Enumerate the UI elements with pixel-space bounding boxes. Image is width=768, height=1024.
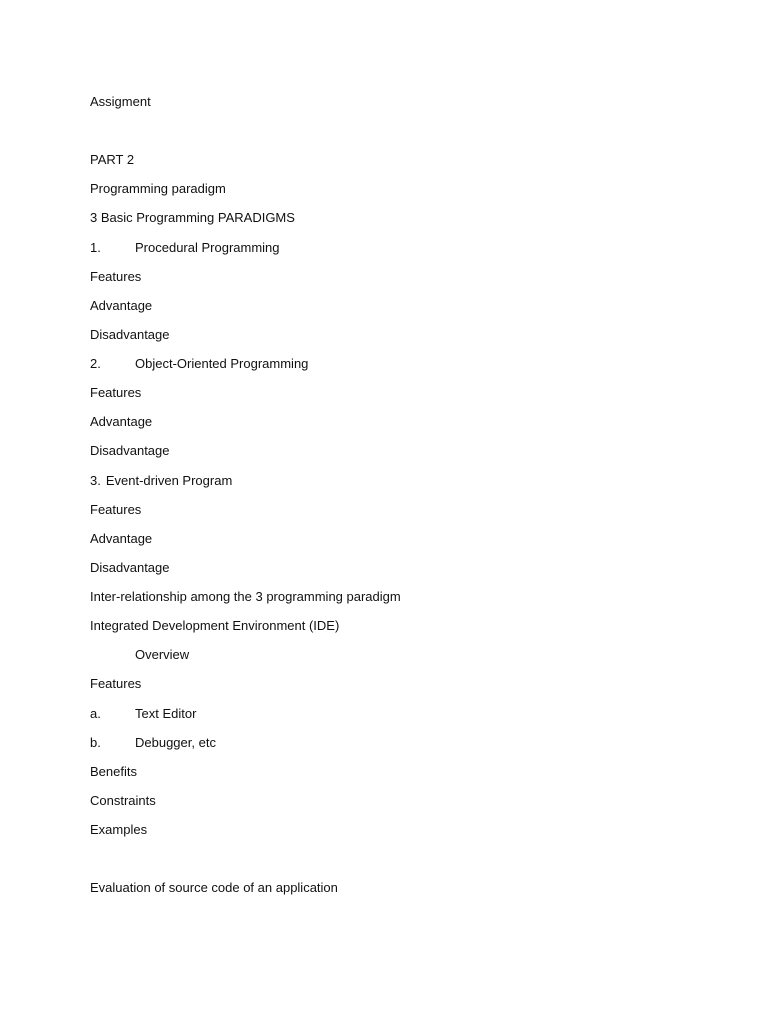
document-title: Assigment [90, 94, 151, 109]
paradigm-3-heading [90, 473, 232, 489]
paradigm-2-disadvantage: Disadvantage [90, 443, 170, 458]
paradigm-3-name: Event-driven Program [105, 473, 233, 488]
ide-feature-a-letter: a. [90, 706, 101, 721]
ide-feature-b-letter: b. [90, 735, 101, 750]
ide-overview: Overview [135, 647, 190, 662]
paradigm-3-disadvantage: Disadvantage [90, 560, 170, 575]
ide-benefits: Benefits [90, 764, 137, 779]
paradigm-3-features: Features [90, 502, 142, 517]
paradigm-1-heading [90, 240, 280, 256]
section-heading: Programming paradigm [90, 181, 226, 196]
ide-heading: Integrated Development Environment (IDE) [90, 618, 340, 633]
paradigm-1-advantage: Advantage [90, 298, 153, 313]
ide-features-label: Features [90, 676, 142, 691]
paradigm-1-features: Features [90, 269, 142, 284]
paradigm-3-advantage: Advantage [90, 531, 153, 546]
paradigm-1-number: 1. [90, 240, 101, 255]
evaluation-heading: Evaluation of source code of an application [90, 880, 338, 895]
paradigm-2-advantage: Advantage [90, 414, 153, 429]
part-label: PART 2 [90, 152, 135, 167]
paradigm-1-name: Procedural Programming [135, 240, 280, 255]
paradigm-2-name: Object-Oriented Programming [135, 356, 309, 371]
paradigm-2-heading [90, 356, 308, 372]
paradigm-2-number: 2. [90, 356, 101, 371]
paradigm-3-number: 3. [90, 473, 101, 488]
ide-feature-a-text: Text Editor [135, 706, 197, 721]
paradigm-1-disadvantage: Disadvantage [90, 327, 170, 342]
interrelationship-heading: Inter-relationship among the 3 programming paradigm [90, 589, 401, 604]
ide-examples: Examples [90, 822, 148, 837]
section-subheading: 3 Basic Programming PARADIGMS [90, 210, 295, 225]
ide-feature-b [90, 735, 216, 751]
paradigm-2-features: Features [90, 385, 142, 400]
ide-feature-b-text: Debugger, etc [135, 735, 216, 750]
ide-feature-a [90, 706, 196, 722]
ide-constraints: Constraints [90, 793, 156, 808]
